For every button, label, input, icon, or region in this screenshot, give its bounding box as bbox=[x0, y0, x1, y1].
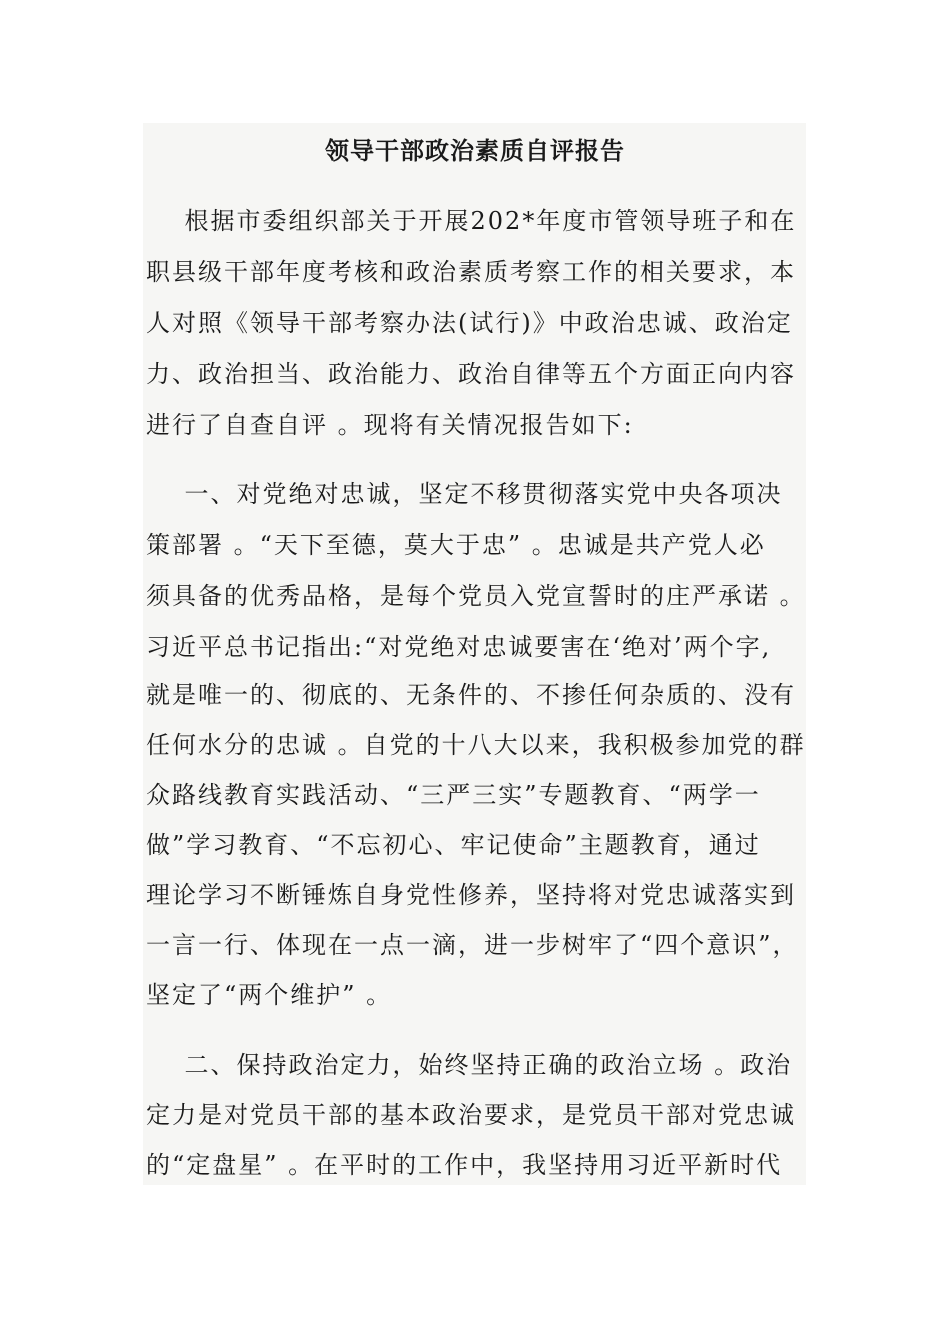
paragraph-2-line-2: 策部署 。“天下至德，莫大于忠” 。忠诚是共产党人必 bbox=[146, 531, 766, 559]
paragraph-2-line-7: 众路线教育实践活动、“三严三实”专题教育、“两学一 bbox=[146, 781, 761, 809]
paragraph-3-line-3: 的“定盘星” 。在平时的工作中，我坚持用习近平新时代 bbox=[146, 1151, 783, 1179]
paragraph-3-line-1: 二、保持政治定力，始终坚持正确的政治立场 。政治 bbox=[146, 1051, 793, 1079]
paragraph-2-line-4: 习近平总书记指出:“对党绝对忠诚要害在‘绝对’两个字, bbox=[146, 633, 772, 661]
paragraph-2-line-5: 就是唯一的、彻底的、无条件的、不掺任何杂质的、没有 bbox=[146, 681, 796, 709]
paragraph-2-line-10: 一言一行、体现在一点一滴，进一步树牢了“四个意识”， bbox=[146, 931, 799, 959]
paragraph-2-line-1: 一、对党绝对忠诚，坚定不移贯彻落实党中央各项决 bbox=[146, 480, 783, 508]
paragraph-1-line-2: 职县级干部年度考核和政治素质考察工作的相关要求，本 bbox=[146, 258, 796, 286]
paragraph-2-line-6: 任何水分的忠诚 。自党的十八大以来，我积极参加党的群 bbox=[146, 731, 806, 759]
paragraph-1-line-5: 进行了自查自评 。现将有关情况报告如下: bbox=[146, 411, 634, 439]
paragraph-1-line-4: 力、政治担当、政治能力、政治自律等五个方面正向内容 bbox=[146, 360, 796, 388]
paragraph-1-line-3: 人对照《领导干部考察办法(试行)》中政治忠诚、政治定 bbox=[146, 309, 793, 337]
paragraph-2-line-3: 须具备的优秀品格，是每个党员入党宣誓时的庄严承诺 。 bbox=[146, 582, 806, 610]
document-title: 领导干部政治素质自评报告 bbox=[325, 136, 625, 165]
paragraph-3-line-2: 定力是对党员干部的基本政治要求，是党员干部对党忠诚 bbox=[146, 1101, 796, 1129]
paragraph-1-line-1: 根据市委组织部关于开展202*年度市管领导班子和在 bbox=[146, 207, 797, 235]
paragraph-2-line-9: 理论学习不断锤炼自身党性修养，坚持将对党忠诚落实到 bbox=[146, 881, 796, 909]
paragraph-2-line-8: 做”学习教育、“不忘初心、牢记使命”主题教育，通过 bbox=[146, 831, 761, 859]
paragraph-2-line-11: 坚定了“两个维护” 。 bbox=[146, 981, 393, 1009]
